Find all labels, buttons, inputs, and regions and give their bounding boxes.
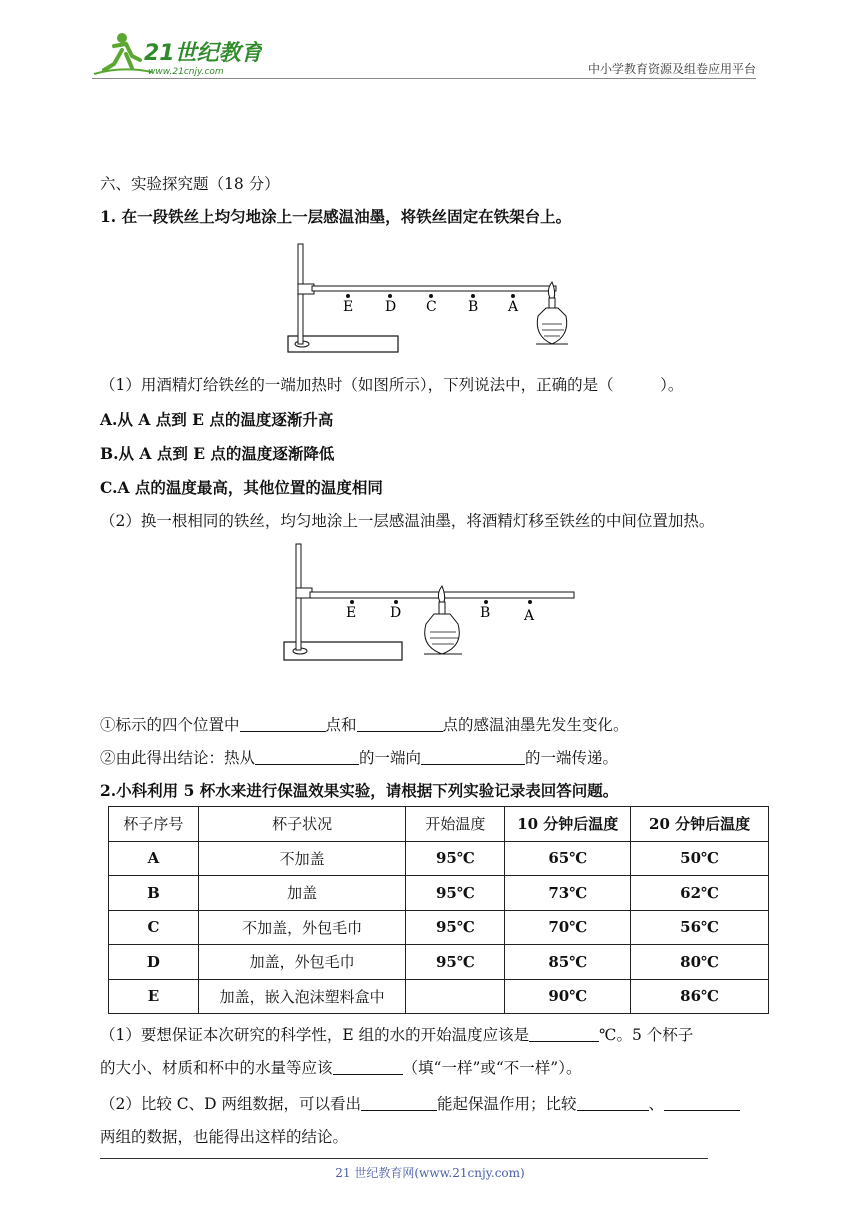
q1-option-b: B.从 A 点到 E 点的温度逐渐降低: [100, 444, 335, 463]
q2-sub1-text-a: （1）要想保证本次研究的科学性，E 组的水的开始温度应该是: [100, 1026, 530, 1044]
fig2-point-d: [394, 600, 398, 604]
blank1-text-a: ①标示的四个位置中: [100, 716, 240, 734]
blank1-text-c: 点的感温油墨先发生变化。: [442, 716, 629, 734]
table-cell: A: [109, 841, 199, 876]
fig1-label-c: C: [426, 299, 437, 315]
table-cell: B: [109, 876, 199, 911]
header-divider: [92, 78, 756, 79]
q1-option-a: A.从 A 点到 E 点的温度逐渐升高: [100, 410, 334, 429]
figure-iron-wire-middle-heating: [280, 540, 580, 666]
table-cell: 70℃: [505, 910, 631, 945]
point-b: [471, 294, 475, 298]
fig1-label-d: D: [385, 299, 397, 315]
answer-blank-7[interactable]: [361, 1094, 437, 1111]
table-row: [109, 979, 769, 1014]
fig2-label-a: A: [524, 608, 535, 624]
table-cell: 62℃: [631, 876, 769, 911]
answer-blank-4[interactable]: [421, 748, 525, 765]
table-cell: 80℃: [631, 945, 769, 980]
table-header: 开始温度: [406, 807, 505, 842]
table-cell: 95℃: [406, 910, 505, 945]
table-cell: 85℃: [505, 945, 631, 980]
table-row: [109, 841, 769, 876]
fig2-label-e: E: [346, 605, 357, 621]
table-cell: 95℃: [406, 945, 505, 980]
point-c: [429, 294, 433, 298]
q2-sub1-line2: [100, 1058, 581, 1078]
table-header-row: [109, 807, 769, 842]
fig1-label-b: B: [468, 299, 479, 315]
table-header: 杯子序号: [109, 807, 199, 842]
experiment-record-table: [108, 806, 769, 1014]
table-cell: 加盖，嵌入泡沫塑料盒中: [198, 979, 406, 1014]
footer-divider: [100, 1158, 708, 1159]
q2-sub2-text-a: （2）比较 C、D 两组数据，可以看出: [100, 1095, 362, 1113]
table-row: [109, 876, 769, 911]
table-cell: 不加盖，外包毛巾: [198, 910, 406, 945]
table-cell: [406, 979, 505, 1014]
q2-sub2-line1: [100, 1094, 740, 1114]
blank1-text-b: 点和: [325, 716, 357, 734]
q2-sub1-text-d: （填“一样”或“不一样”）。: [402, 1059, 582, 1077]
table-row: [109, 910, 769, 945]
table-cell: 90℃: [505, 979, 631, 1014]
table-cell: 加盖，外包毛巾: [198, 945, 406, 980]
figure-iron-wire-end-heating: [284, 240, 584, 358]
fig2-point-e: [350, 600, 354, 604]
table-cell: 50℃: [631, 841, 769, 876]
q2-sub2-text-c: 、: [648, 1095, 665, 1113]
q2-sub1-text-c: 的大小、材质和杯中的水量等应该: [100, 1059, 333, 1077]
fig1-label-a: A: [508, 299, 519, 315]
section-title: 六、实验探究题（18 分）: [100, 175, 280, 193]
fig1-points: [346, 294, 515, 298]
table-header: 20 分钟后温度: [631, 807, 769, 842]
fig1-label-e: E: [343, 299, 354, 315]
table-cell: 65℃: [505, 841, 631, 876]
q2-stem: 2.小科利用 5 杯水来进行保温效果实验，请根据下列实验记录表回答问题。: [100, 781, 619, 800]
table-cell: 95℃: [406, 841, 505, 876]
table-cell: 不加盖: [198, 841, 406, 876]
table-row: [109, 945, 769, 980]
table-cell: C: [109, 910, 199, 945]
logo-text: 21世纪教育: [144, 41, 262, 66]
table-cell: D: [109, 945, 199, 980]
header-platform-text: 中小学教育资源及组卷应用平台: [587, 62, 756, 76]
answer-blank-6[interactable]: [333, 1058, 403, 1075]
q2-sub1-line1: [100, 1025, 693, 1045]
q1-stem: 1. 在一段铁丝上均匀地涂上一层感温油墨，将铁丝固定在铁架台上。: [100, 207, 572, 226]
table-header: 10 分钟后温度: [505, 807, 631, 842]
answer-blank-8[interactable]: [577, 1094, 649, 1111]
table-cell: 加盖: [198, 876, 406, 911]
q1-blank-line-1: [100, 715, 629, 735]
answer-blank-3[interactable]: [255, 748, 359, 765]
table-cell: 56℃: [631, 910, 769, 945]
q2-sub2-line2: 两组的数据，也能得出这样的结论。: [100, 1128, 349, 1146]
answer-blank-9[interactable]: [664, 1094, 740, 1111]
table-cell: 95℃: [406, 876, 505, 911]
fig2-point-b: [484, 600, 488, 604]
logo-url: www.21cnjy.com: [148, 67, 224, 77]
q1-option-c: C.A 点的温度最高，其他位置的温度相同: [100, 478, 383, 497]
table-cell: 73℃: [505, 876, 631, 911]
fig2-point-a: [528, 600, 532, 604]
table-cell: E: [109, 979, 199, 1014]
blank2-text-b: 的一端向: [359, 749, 422, 767]
table-cell: 86℃: [631, 979, 769, 1014]
site-logo: [92, 30, 262, 78]
footer-text: 21 世纪教育网(www.21cnjy.com): [335, 1166, 525, 1180]
answer-blank-1[interactable]: [240, 715, 326, 732]
point-e: [346, 294, 350, 298]
q1-sub2: （2）换一根相同的铁丝，均匀地涂上一层感温油墨，将酒精灯移至铁丝的中间位置加热。: [100, 512, 715, 530]
answer-blank-5[interactable]: [529, 1025, 599, 1042]
fig2-label-d: D: [390, 605, 402, 621]
q1-sub1: （1）用酒精灯给铁丝的一端加热时（如图所示），下列说法中，正确的是（ ）。: [100, 376, 684, 394]
q2-sub2-text-b: 能起保温作用；比较: [437, 1095, 577, 1113]
point-a: [511, 294, 515, 298]
point-d: [388, 294, 392, 298]
q1-blank-line-2: [100, 748, 618, 768]
fig2-label-b: B: [480, 605, 491, 621]
answer-blank-2[interactable]: [357, 715, 443, 732]
table-header: 杯子状况: [198, 807, 406, 842]
q2-sub1-text-b: ℃。5 个杯子: [599, 1026, 694, 1044]
blank2-text-c: 的一端传递。: [525, 749, 619, 767]
blank2-text-a: ②由此得出结论：热从: [100, 749, 256, 767]
